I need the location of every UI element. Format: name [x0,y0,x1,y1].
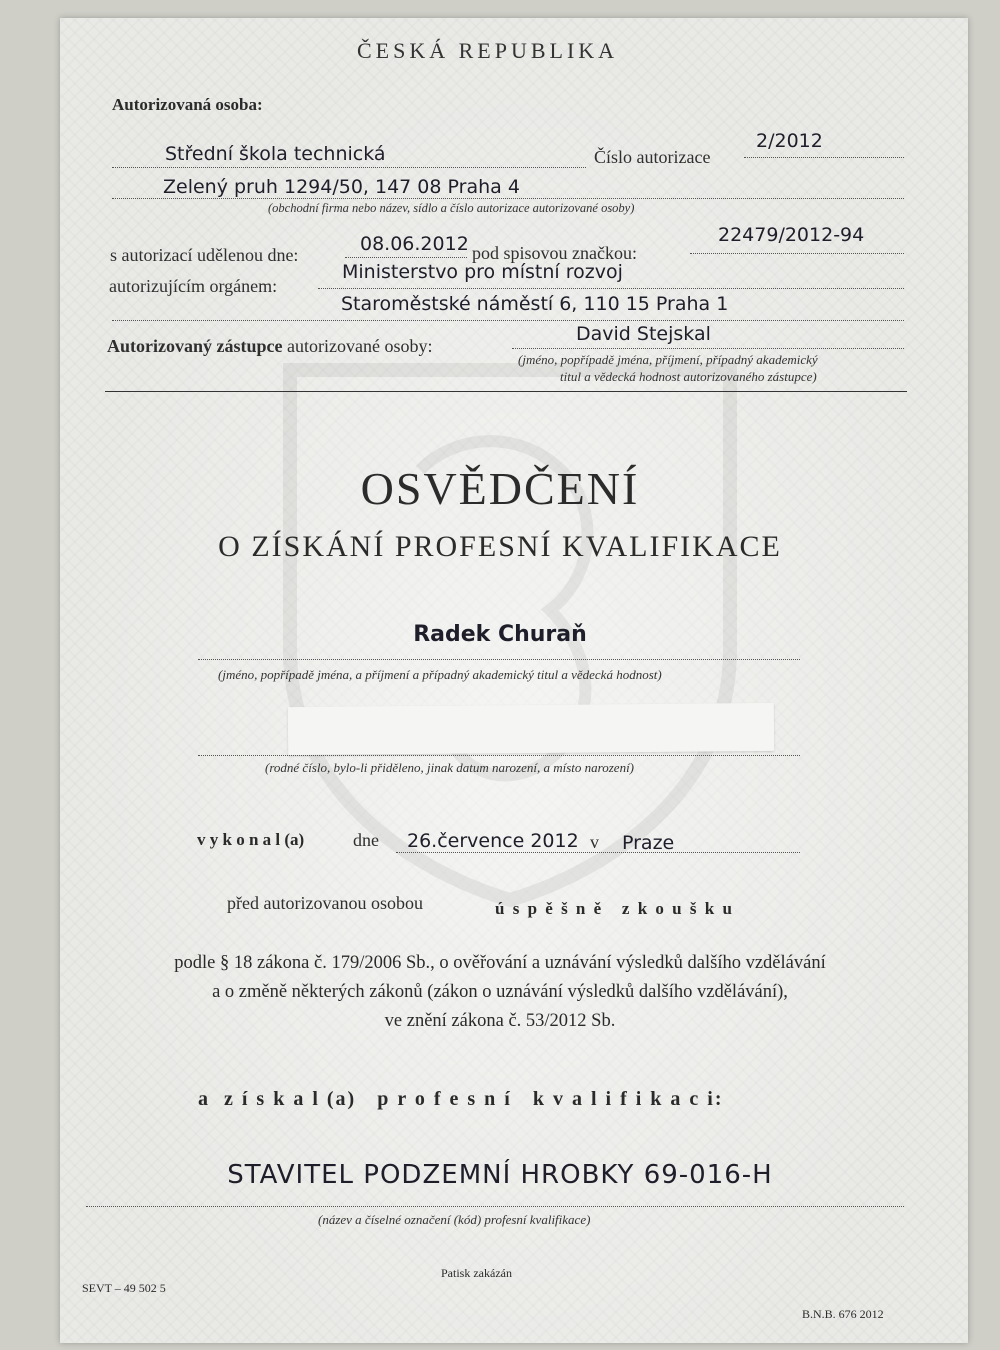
holder-name-note: (jméno, popřípadě jména, a příjmení a případný akademický titul a vědecká hodnost) [218,667,662,682]
birth-note: (rodné číslo, bylo-li přiděleno, jinak datum narození, a místo narození) [265,760,635,775]
school-address: Zelený pruh 1294/50, 147 08 Praha 4 [163,176,520,198]
authority-address: Staroměstské náměstí 6, 110 15 Praha 1 [341,293,729,315]
law-text-line1: podle § 18 zákona č. 179/2006 Sb., o ověřování a uznávání výsledků dalšího vzdělávání [174,953,826,973]
authority-label: autorizujícím orgánem: [109,276,278,296]
dotted-line [318,288,904,289]
exam-place: Praze [622,832,675,854]
address-note: (obchodní firma nebo název, sídlo a číslo autorizace autorizované osoby) [268,201,635,215]
dotted-line [198,659,800,660]
qualification-note: (název a číselné označení (kód) profesní kvalifikace) [318,1212,591,1227]
law-text-line2: a o změně některých zákonů (zákon o uznávání výsledků dalšího vzdělávání), [212,982,788,1002]
dotted-line [112,320,904,321]
representative-name: David Stejskal [576,323,711,345]
auth-number-label: Číslo autorizace [594,147,711,167]
dotted-line [690,253,904,254]
before-label: před autorizovanou osobou [227,893,423,913]
sevt-code: SEVT – 49 502 5 [82,1281,166,1295]
qualification-label: a z í s k a l (a) p r o f e s n í k v a l i f i k a c i: [198,1088,724,1110]
exam-date: 26.července 2012 [407,830,579,852]
section-separator [105,391,907,392]
dotted-line [744,157,904,158]
representative-label [107,336,432,357]
exam-date-label: dne [353,830,379,850]
dotted-line [112,167,586,168]
auth-number: 2/2012 [756,130,823,152]
redaction-block [288,703,774,755]
certificate-subtitle: O ZÍSKÁNÍ PROFESNÍ KVALIFIKACE [218,530,782,563]
performed-label: v y k o n a l (a) [197,830,305,849]
file-number: 22479/2012-94 [718,224,865,246]
dotted-line [86,1206,904,1207]
country-heading: ČESKÁ REPUBLIKA [357,38,619,63]
authority-name: Ministerstvo pro místní rozvoj [342,261,623,283]
representative-note-line1: (jméno, popřípadě jména, příjmení, případný akademický [518,352,818,367]
dotted-line [512,348,904,349]
representative-label-bold: Autorizovaný zástupce [107,336,283,356]
bnb-code: B.N.B. 676 2012 [802,1307,884,1321]
representative-note-line2: titul a vědecká hodnost autorizovaného zástupce) [560,369,817,384]
dotted-line [112,198,904,199]
exam-place-label: v [590,832,599,852]
reprint-notice: Patisk zakázán [441,1266,512,1280]
file-number-label: pod spisovou značkou: [472,243,637,263]
representative-label-rest: autorizované osoby: [286,336,433,356]
certificate-title: OSVĚDČENÍ [360,463,640,514]
holder-name: Radek Churaň [413,622,587,647]
authorized-person-heading: Autorizovaná osoba: [112,95,263,114]
exam-result: ú s p ě š n ě z k o u š k u [495,899,734,918]
qualification-name: STAVITEL PODZEMNÍ HROBKY 69-016-H [227,1160,773,1190]
dotted-line [345,257,467,258]
dotted-line [198,755,800,756]
granted-date-label: s autorizací udělenou dne: [110,245,299,265]
law-text-line3: ve znění zákona č. 53/2012 Sb. [384,1011,616,1031]
granted-date: 08.06.2012 [360,233,469,255]
school-name: Střední škola technická [165,143,386,165]
